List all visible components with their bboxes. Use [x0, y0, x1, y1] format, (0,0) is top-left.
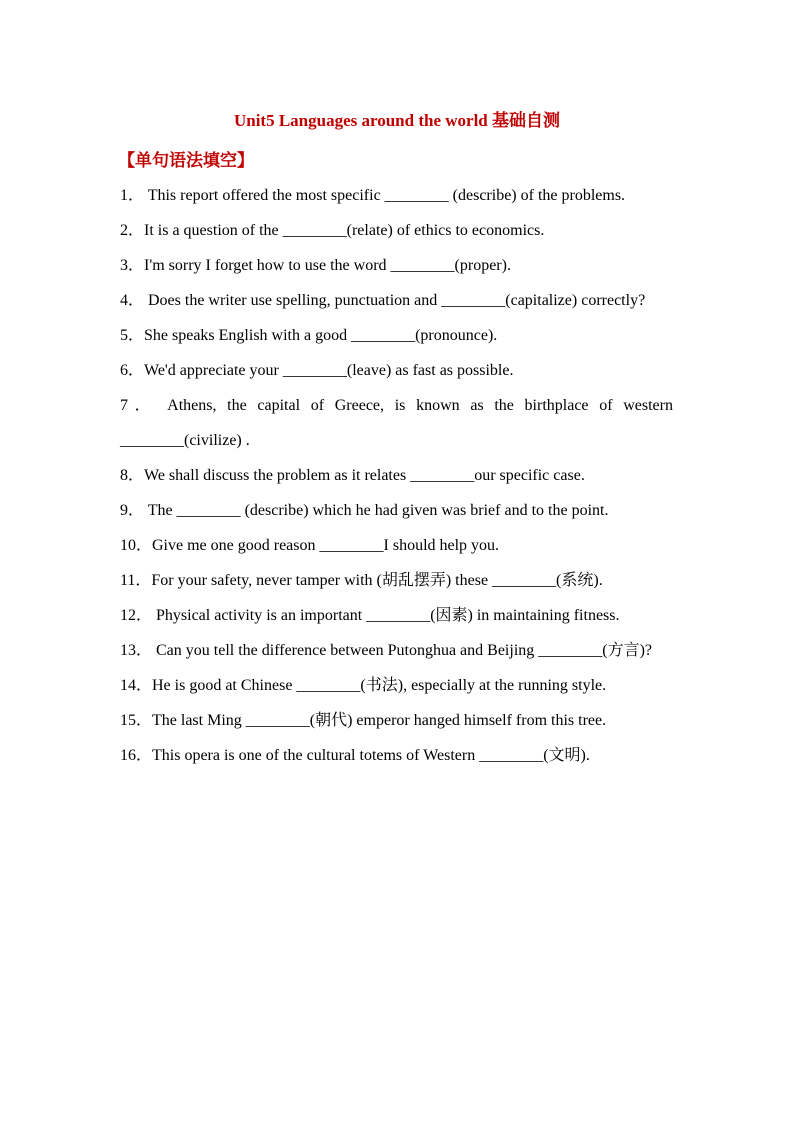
question-1: 1． This report offered the most specific ________ (describe) of the problems.	[120, 187, 626, 204]
question-12: 12． Physical activity is an important ________(因素) in maintaining fitness.	[120, 607, 620, 624]
question-4: 4． Does the writer use spelling, punctuation and ________(capitalize) correctly?	[120, 292, 646, 309]
section-heading: 【单句语法填空】	[118, 151, 254, 170]
question-9: 9． The ________ (describe) which he had given was brief and to the point.	[120, 502, 609, 519]
question-14: 14．He is good at Chinese ________(书法), especially at the running style.	[120, 677, 607, 694]
question-7: 7． Athens, the capital of Greece, is known as the birthplace of western ________(civilize) .	[120, 397, 673, 449]
question-list	[120, 178, 673, 773]
question-11: 11．For your safety, never tamper with (胡乱摆弄) these ________(系统).	[120, 572, 603, 589]
question-5: 5．She speaks English with a good ________(pronounce).	[120, 327, 498, 344]
question-13: 13． Can you tell the difference between Putonghua and Beijing ________(方言)?	[120, 642, 653, 659]
question-16: 16．This opera is one of the cultural totems of Western ________(文明).	[120, 747, 590, 764]
question-10: 10．Give me one good reason ________I should help you.	[120, 537, 500, 554]
question-8: 8．We shall discuss the problem as it relates ________our specific case.	[120, 467, 585, 484]
question-6: 6．We'd appreciate your ________(leave) as fast as possible.	[120, 362, 514, 379]
question-3: 3．I'm sorry I forget how to use the word ________(proper).	[120, 257, 511, 274]
question-2: 2．It is a question of the ________(relate) of ethics to economics.	[120, 222, 545, 239]
question-15: 15．The last Ming ________(朝代) emperor hanged himself from this tree.	[120, 712, 607, 729]
page-title: Unit5 Languages around the world 基础自测	[233, 111, 561, 130]
